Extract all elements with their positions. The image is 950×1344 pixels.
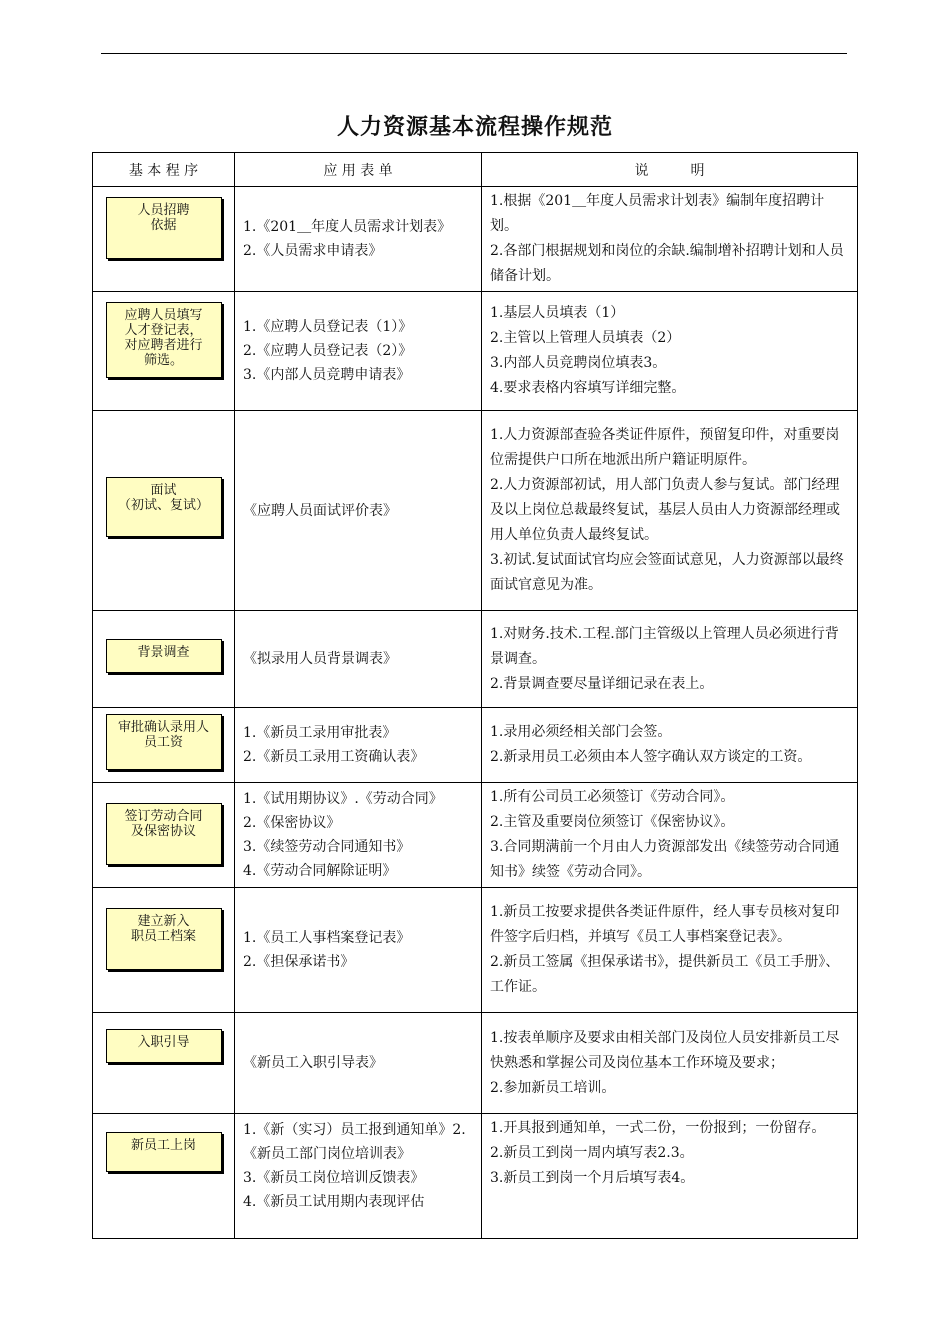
form-item: 《拟录用人员背景调表》 [243, 651, 397, 667]
step-box [106, 1029, 222, 1063]
desc-item: 1.录用必须经相关部门会签。 [490, 724, 672, 740]
header-step: 基 本 程 序 [93, 153, 235, 187]
step-cell [93, 187, 235, 292]
desc-item: 3.合同期满前一个月由人力资源部发出《续签劳动合同通知书》续签《劳动合同》。 [490, 839, 840, 880]
desc-item: 2.主管及重要岗位须签订《保密协议》。 [490, 814, 735, 830]
desc-cell [482, 1013, 858, 1114]
desc-item: 1.所有公司员工必须签订《劳动合同》。 [490, 789, 735, 805]
forms-cell [235, 411, 482, 611]
desc-item: 1.新员工按要求提供各类证件原件，经人事专员核对复印件签字后归档，并填写《员工人事档案登记表》。 [490, 904, 840, 945]
forms-cell [235, 888, 482, 1013]
header-forms: 应 用 表 单 [235, 153, 482, 187]
table-row [93, 187, 858, 292]
form-item: 1.《新员工录用审批表》 [243, 725, 397, 741]
step-label: 新员工上岗 [130, 1138, 196, 1153]
desc-item: 4.要求表格内容填写详细完整。 [490, 380, 686, 396]
step-label: 建立新入 职员工档案 [130, 914, 196, 944]
desc-item: 2.背景调查要尽量详细记录在表上。 [490, 675, 714, 692]
form-item: 1.《应聘人员登记表（1）》 [243, 319, 413, 335]
desc-cell [482, 783, 858, 888]
desc-item: 1.对财务.技术.工程.部门主管级以上管理人员必须进行背景调查。 [490, 625, 839, 667]
form-item: 2.《应聘人员登记表（2）》 [243, 343, 413, 359]
step-box [106, 908, 222, 970]
forms-cell [235, 1013, 482, 1114]
step-cell [93, 888, 235, 1013]
step-box [106, 639, 222, 673]
step-cell [93, 611, 235, 708]
desc-item: 1.开具报到通知单，一式二份，一份报到；一份留存。 [490, 1120, 826, 1136]
desc-item: 2.主管以上管理人员填表（2） [490, 330, 681, 346]
desc-item: 3.初试.复试面试官均应会签面试意见，人力资源部以最终面试官意见为准。 [490, 552, 844, 593]
table-row [93, 1013, 858, 1114]
step-label: 面试 （初试、复试） [117, 483, 209, 513]
desc-cell [482, 411, 858, 611]
step-cell [93, 1013, 235, 1114]
desc-cell [482, 1114, 858, 1239]
form-item: 3.《新员工岗位培训反馈表》 [243, 1170, 425, 1186]
desc-cell [482, 187, 858, 292]
table-row [93, 611, 858, 708]
table-row [93, 292, 858, 411]
forms-cell [235, 292, 482, 411]
form-item: 2.《担保承诺书》 [243, 954, 355, 970]
desc-item: 2.新员工签属《担保承诺书》，提供新员工《员工手册》、工作证。 [490, 954, 840, 995]
desc-cell [482, 708, 858, 783]
step-cell [93, 783, 235, 888]
step-cell [93, 708, 235, 783]
desc-item: 2.新录用员工必须由本人签字确认双方谈定的工资。 [490, 749, 812, 765]
form-item: 《应聘人员面试评价表》 [243, 502, 397, 519]
step-label: 应聘人员填写 人才登记表， 对应聘者进行 筛选。 [124, 308, 203, 368]
desc-cell [482, 888, 858, 1013]
forms-cell [235, 1114, 482, 1239]
forms-cell [235, 783, 482, 888]
desc-item: 1.人力资源部查验各类证件原件，预留复印件，对重要岗位需提供户口所在地派出所户籍证明原件。 [490, 427, 840, 468]
process-table [92, 152, 858, 1239]
step-cell [93, 292, 235, 411]
table-row [93, 888, 858, 1013]
form-item: 2.《保密协议》 [243, 815, 341, 831]
form-item: 1.《试用期协议》.《劳动合同》 [243, 791, 443, 807]
step-box [106, 477, 222, 537]
form-item: 1.《201＿年度人员需求计划表》 [243, 219, 452, 235]
desc-item: 1.按表单顺序及要求由相关部门及岗位人员安排新员工尽快熟悉和掌握公司及岗位基本工作环境及要求； [490, 1029, 840, 1071]
forms-cell [235, 611, 482, 708]
step-label: 人员招聘 依据 [137, 203, 190, 233]
step-box [106, 197, 222, 259]
desc-item: 2.各部门根据规划和岗位的余缺.编制增补招聘计划和人员储备计划。 [490, 243, 844, 284]
desc-cell [482, 292, 858, 411]
page-title: 人力资源基本流程操作规范 [336, 115, 613, 140]
step-label: 入职引导 [137, 1035, 190, 1050]
table-row [93, 411, 858, 611]
form-item: 2.《人员需求申请表》 [243, 243, 383, 259]
form-item: 《新员工入职引导表》 [243, 1055, 383, 1071]
table-row [93, 783, 858, 888]
header-desc: 说 明 [482, 153, 858, 187]
step-box [106, 714, 222, 770]
form-item: 1.《新（实习）员工报到通知单》2.《新员工部门岗位培训表》 [243, 1122, 466, 1162]
step-label: 审批确认录用人 员工资 [117, 720, 209, 750]
header-rule [101, 53, 847, 54]
desc-item: 1.根据《201＿年度人员需求计划表》编制年度招聘计划。 [490, 193, 825, 234]
step-cell [93, 411, 235, 611]
step-box [106, 302, 222, 378]
form-item: 4.《劳动合同解除证明》 [243, 863, 397, 879]
form-item: 1.《员工人事档案登记表》 [243, 930, 411, 946]
forms-cell [235, 708, 482, 783]
form-item: 2.《新员工录用工资确认表》 [243, 749, 425, 765]
desc-cell [482, 611, 858, 708]
desc-item: 2.人力资源部初试，用人部门负责人参与复试。部门经理及以上岗位总裁最终复试，基层人员由人力资源部经理或用人单位负责人最终复试。 [490, 477, 840, 543]
desc-item: 2.新员工到岗一周内填写表2.3。 [490, 1145, 694, 1161]
table-row [93, 1114, 858, 1239]
table-row [93, 708, 858, 783]
step-label: 签订劳动合同 及保密协议 [124, 809, 203, 839]
forms-cell [235, 187, 482, 292]
desc-item: 2.参加新员工培训。 [490, 1079, 616, 1096]
table-header-row [93, 153, 858, 187]
desc-item: 3.内部人员竞聘岗位填表3。 [490, 355, 667, 371]
step-label: 背景调查 [137, 645, 190, 660]
form-item: 4.《新员工试用期内表现评估 [243, 1194, 425, 1210]
form-item: 3.《内部人员竞聘申请表》 [243, 367, 411, 383]
form-item: 3.《续签劳动合同通知书》 [243, 839, 411, 855]
step-box [106, 1132, 222, 1172]
step-box [106, 803, 222, 865]
step-cell [93, 1114, 235, 1239]
desc-item: 3.新员工到岗一个月后填写表4。 [490, 1170, 695, 1186]
desc-item: 1.基层人员填表（1） [490, 305, 625, 321]
